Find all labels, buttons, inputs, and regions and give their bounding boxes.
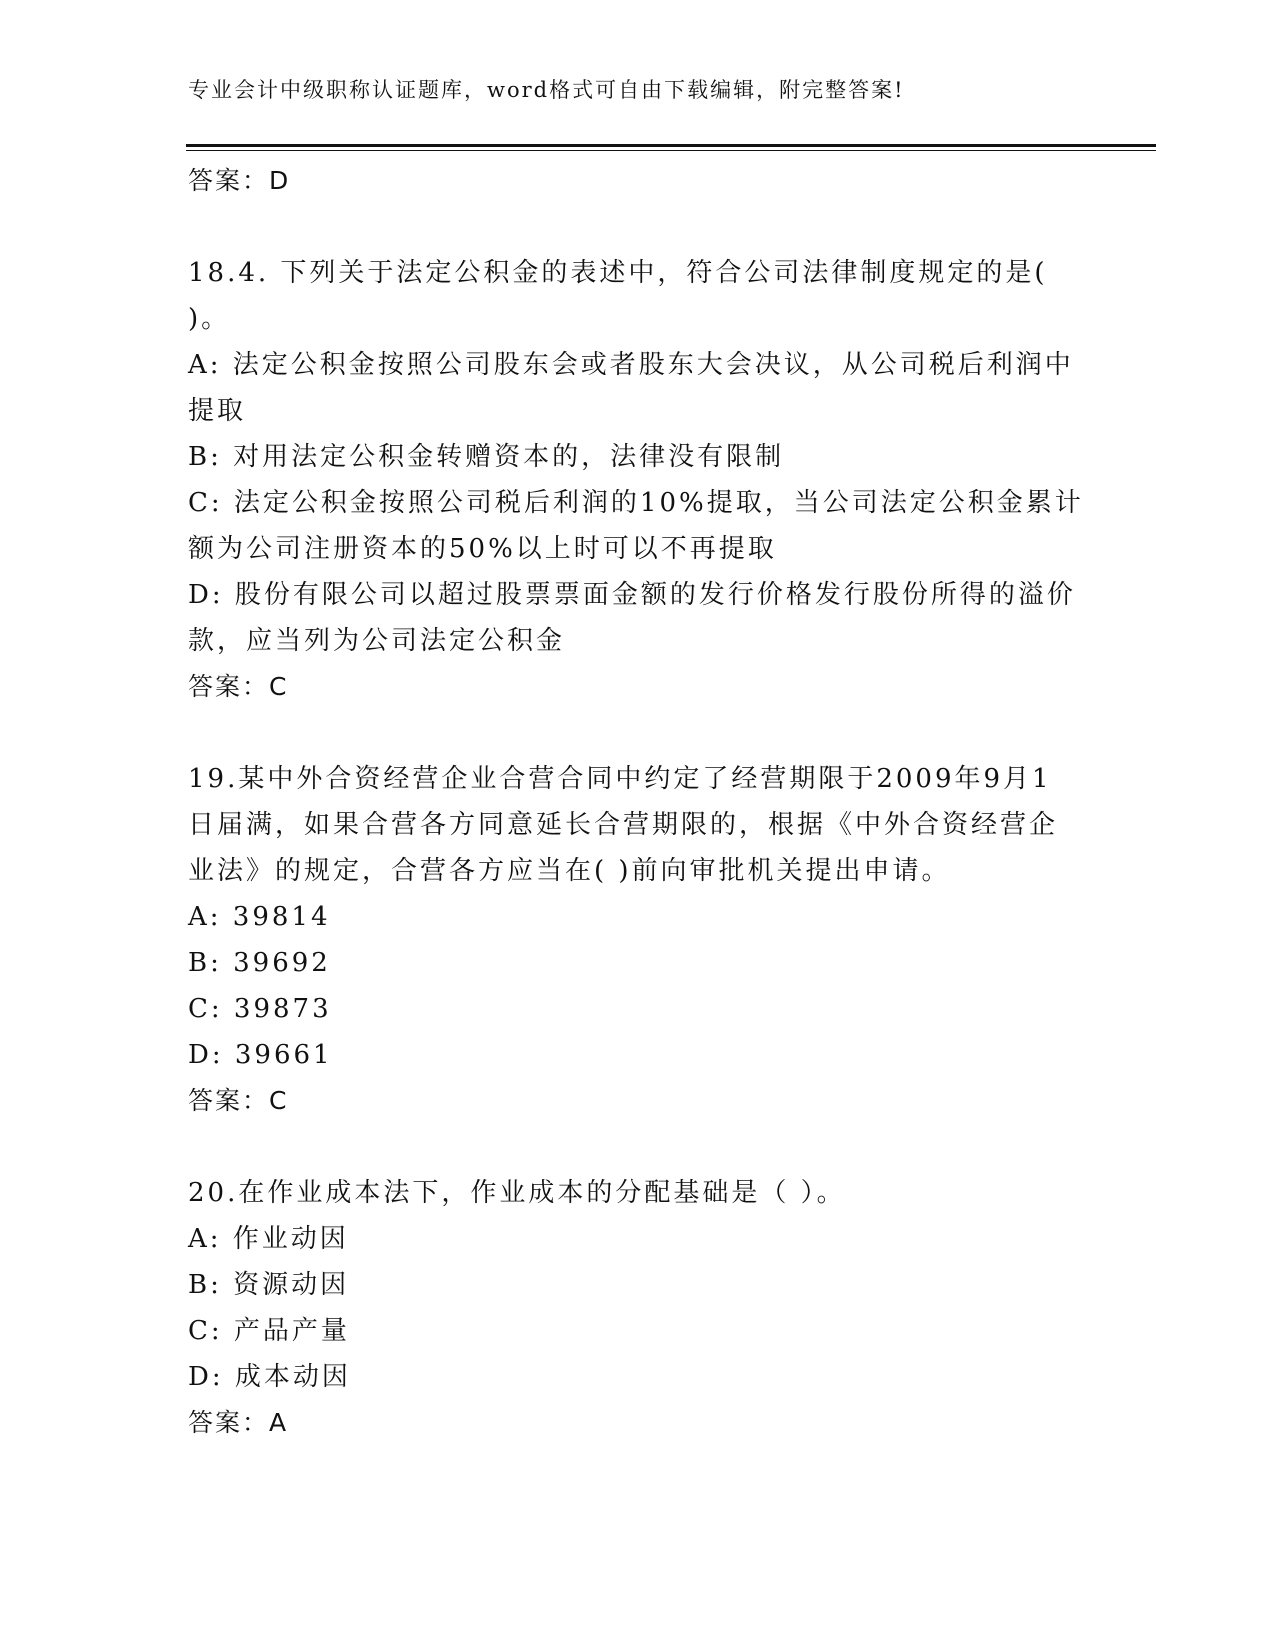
option-a-cont: 提取 <box>188 396 247 426</box>
option-a: A: 作业动因 <box>188 1224 349 1254</box>
option-b: B: 对用法定公积金转赠资本的，法律没有限制 <box>188 442 785 472</box>
option-d-cont: 款，应当列为公司法定公积金 <box>188 626 566 656</box>
previous-answer: 答案：D <box>188 166 291 195</box>
question-text: 18.4. 下列关于法定公积金的表述中，符合公司法律制度规定的是( <box>188 258 1048 288</box>
spacer <box>188 1124 1088 1170</box>
option-b: B: 资源动因 <box>188 1270 350 1300</box>
header-divider <box>186 144 1156 147</box>
header-divider-thin <box>186 150 1156 151</box>
answer: 答案：C <box>188 672 289 701</box>
spacer <box>188 204 1088 250</box>
question-text: 业法》的规定，合营各方应当在( )前向审批机关提出申请。 <box>188 856 951 886</box>
option-d: D: 39661 <box>188 1040 333 1070</box>
question-text: 日届满，如果合营各方同意延长合营期限的，根据《中外合资经营企 <box>188 810 1059 840</box>
spacer <box>188 710 1088 756</box>
question-text: )。 <box>188 304 231 334</box>
answer: 答案：A <box>188 1408 289 1437</box>
option-c: C: 法定公积金按照公司税后利润的10%提取，当公司法定公积金累计 <box>188 488 1084 518</box>
question-text: 20.在作业成本法下，作业成本的分配基础是（ ）。 <box>188 1178 846 1208</box>
option-c: C: 产品产量 <box>188 1316 350 1346</box>
answer: 答案：C <box>188 1086 289 1115</box>
option-b: B: 39692 <box>188 948 331 978</box>
option-a: A: 39814 <box>188 902 331 932</box>
option-a: A: 法定公积金按照公司股东会或者股东大会决议，从公司税后利润中 <box>188 350 1074 380</box>
question-20 <box>188 1170 1088 1446</box>
question-18-4 <box>188 250 1088 710</box>
option-d: D: 成本动因 <box>188 1362 351 1392</box>
document-body <box>188 158 1088 1446</box>
option-d: D: 股份有限公司以超过股票票面金额的发行价格发行股份所得的溢价 <box>188 580 1076 610</box>
option-c: C: 39873 <box>188 994 332 1024</box>
option-c-cont: 额为公司注册资本的50%以上时可以不再提取 <box>188 534 777 564</box>
question-text: 19.某中外合资经营企业合营合同中约定了经营期限于2009年9月1 <box>188 764 1052 794</box>
page-header: 专业会计中级职称认证题库，word格式可自由下载编辑，附完整答案! <box>188 78 905 102</box>
question-19 <box>188 756 1088 1124</box>
